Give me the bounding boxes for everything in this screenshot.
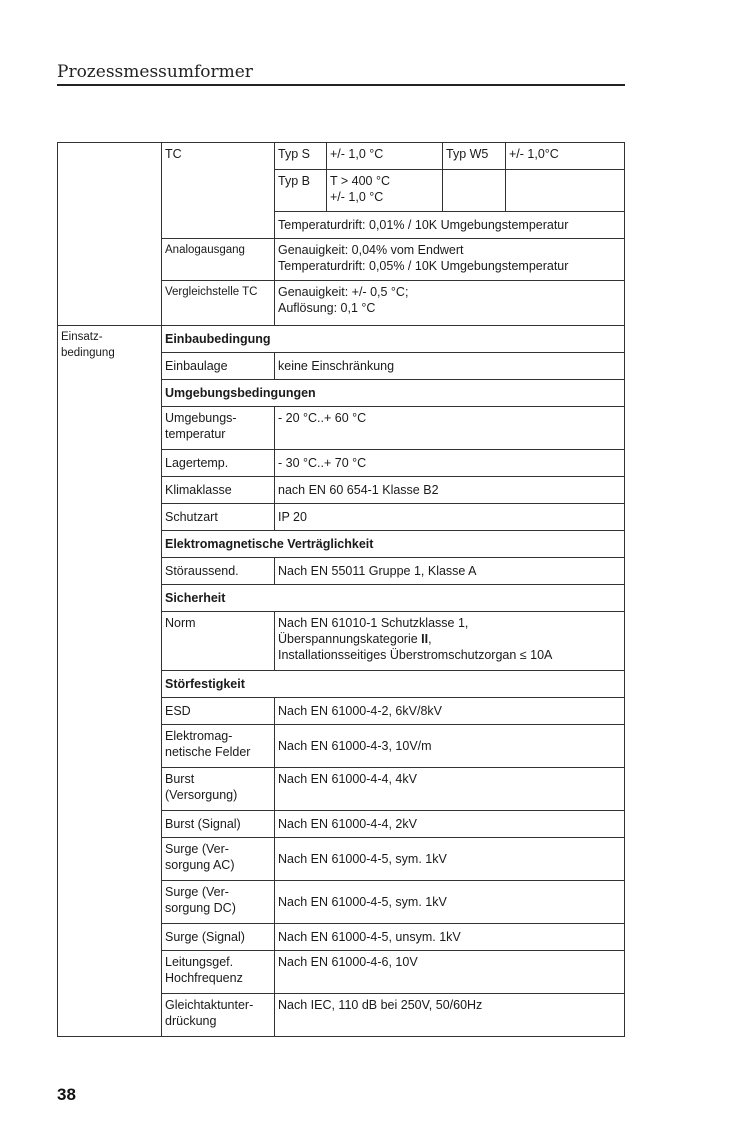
section-title-einbau: Einbaubedingung <box>162 326 625 353</box>
row-label <box>162 994 275 1037</box>
tc-type-s: Typ S <box>275 143 327 170</box>
tc-type-b-value-line1: T > 400 °C <box>330 174 391 188</box>
row-label-line2: Hochfrequenz <box>165 971 243 985</box>
row-label: ESD <box>162 698 275 725</box>
row-value: nach EN 60 654-1 Klasse B2 <box>275 477 625 504</box>
row-value <box>275 612 625 671</box>
vergleich-label: Vergleichstelle TC <box>162 281 275 326</box>
row-label <box>162 725 275 768</box>
tc-type-w5: Typ W5 <box>443 143 506 170</box>
row-label-line1: Leitungsgef. <box>165 955 234 969</box>
row-label-line1: Surge (Ver- <box>165 842 229 856</box>
vergleich-value <box>275 281 625 326</box>
row-value: Nach EN 61000-4-5, sym. 1kV <box>275 881 625 924</box>
analog-label: Analogausgang <box>162 239 275 281</box>
tc-type-b: Typ B <box>275 170 327 212</box>
section-row <box>58 326 625 353</box>
analog-value <box>275 239 625 281</box>
tc-type-w5-value: +/- 1,0°C <box>506 143 625 170</box>
norm-line3: Installationsseitiges Überstromschutzorgan ≤ 10A <box>278 648 553 662</box>
analog-value-line1: Genauigkeit: 0,04% vom Endwert <box>278 243 464 257</box>
vergleich-value-line1: Genauigkeit: +/- 0,5 °C; <box>278 285 409 299</box>
section-title-stoer: Störfestigkeit <box>162 671 625 698</box>
row-label <box>162 881 275 924</box>
row-label: Klimaklasse <box>162 477 275 504</box>
header-rule <box>57 84 625 86</box>
norm-line2 <box>278 631 621 647</box>
row-label <box>162 838 275 881</box>
section-title-emv: Elektromagnetische Verträglichkeit <box>162 531 625 558</box>
spec-table <box>57 142 625 1037</box>
left-empty-cell <box>58 143 162 326</box>
einsatz-label <box>58 326 162 1037</box>
tc-row-1 <box>58 143 625 170</box>
row-label-line2: sorgung AC) <box>165 858 235 872</box>
row-label-line2: temperatur <box>165 427 226 441</box>
row-label <box>162 407 275 450</box>
row-value: Nach EN 55011 Gruppe 1, Klasse A <box>275 558 625 585</box>
row-value: keine Einschränkung <box>275 353 625 380</box>
row-label-line1: Gleichtaktunter- <box>165 998 254 1012</box>
norm-line2-bold: II <box>421 632 429 646</box>
einsatz-label-line1: Einsatz- <box>61 331 103 343</box>
norm-line2-text: Überspannungskategorie <box>278 632 422 646</box>
row-value: Nach EN 61000-4-3, 10V/m <box>275 725 625 768</box>
row-label-line1: Burst <box>165 772 195 786</box>
row-value: Nach EN 61000-4-4, 4kV <box>275 768 625 811</box>
section-title-sicherheit: Sicherheit <box>162 585 625 612</box>
tc-type-b-value <box>327 170 443 212</box>
page-number: 38 <box>57 1085 76 1104</box>
tc-empty-cell <box>506 170 625 212</box>
row-label: Störaussend. <box>162 558 275 585</box>
row-value: Nach EN 61000-4-5, unsym. 1kV <box>275 924 625 951</box>
tc-type-b-value-line2: +/- 1,0 °C <box>330 190 384 204</box>
row-label-line2: drückung <box>165 1014 217 1028</box>
row-label <box>162 951 275 994</box>
tc-type-s-value: +/- 1,0 °C <box>327 143 443 170</box>
row-value: - 30 °C..+ 70 °C <box>275 450 625 477</box>
vergleich-value-line2: Auflösung: 0,1 °C <box>278 301 376 315</box>
row-label-line1: Elektromag- <box>165 729 233 743</box>
norm-line1: Nach EN 61010-1 Schutzklasse 1, <box>278 616 469 630</box>
row-value: - 20 °C..+ 60 °C <box>275 407 625 450</box>
row-label: Burst (Signal) <box>162 811 275 838</box>
row-label <box>162 768 275 811</box>
row-label-line2: sorgung DC) <box>165 901 236 915</box>
row-label: Schutzart <box>162 504 275 531</box>
row-value: Nach EN 61000-4-2, 6kV/8kV <box>275 698 625 725</box>
row-value: Nach EN 61000-4-5, sym. 1kV <box>275 838 625 881</box>
einsatz-label-line2: bedingung <box>61 347 115 359</box>
row-label-line2: netische Felder <box>165 745 251 759</box>
row-label-line1: Surge (Ver- <box>165 885 229 899</box>
analog-value-line2: Temperaturdrift: 0,05% / 10K Umgebungstemperatur <box>278 259 569 273</box>
page-header-title: Prozessmessumformer <box>57 62 253 82</box>
row-value: IP 20 <box>275 504 625 531</box>
row-value: Nach EN 61000-4-4, 2kV <box>275 811 625 838</box>
norm-line2-end: , <box>428 632 432 646</box>
tc-label: TC <box>162 143 275 239</box>
row-label-line2: (Versorgung) <box>165 788 238 802</box>
section-title-umgebung: Umgebungsbedingungen <box>162 380 625 407</box>
row-label: Einbaulage <box>162 353 275 380</box>
tc-drift: Temperaturdrift: 0,01% / 10K Umgebungstemperatur <box>275 212 625 239</box>
row-label: Surge (Signal) <box>162 924 275 951</box>
tc-empty-cell <box>443 170 506 212</box>
row-value: Nach EN 61000-4-6, 10V <box>275 951 625 994</box>
row-label: Norm <box>162 612 275 671</box>
row-label-line1: Umgebungs- <box>165 411 237 425</box>
row-label: Lagertemp. <box>162 450 275 477</box>
row-value: Nach IEC, 110 dB bei 250V, 50/60Hz <box>275 994 625 1037</box>
